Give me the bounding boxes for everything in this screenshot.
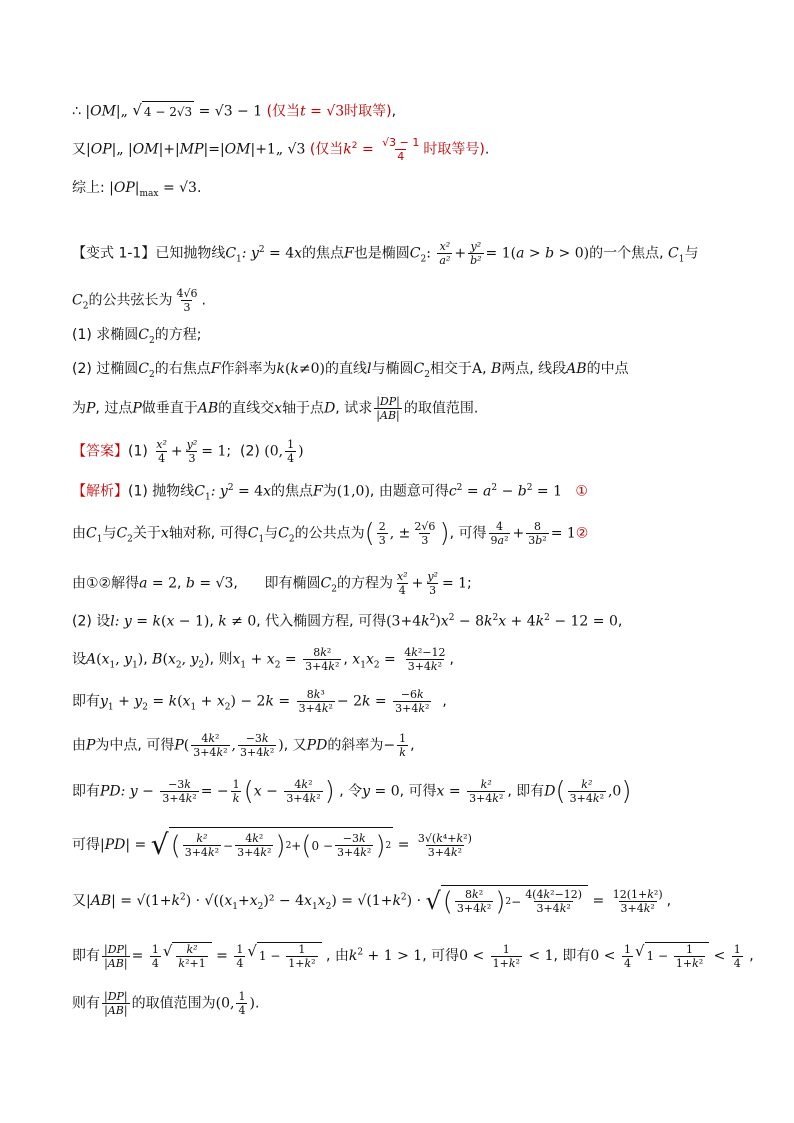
analysis-line-6: 即有$y_1 + y_2 = k(x_1 + x_2) - 2k$ = $\frac{\text{8k³}}{\text{3+4k²}}$ − 2k = $\frac{-6k}{\text{3+4k²}}$ ,	[72, 688, 447, 715]
analysis-line-4: (2) 设l: y = k(x − 1), k ≠ 0, 代入椭圆方程, 可得$(3+4k^2)x^2 - 8k^2x + 4k^2 - 12 = 0$,	[72, 613, 623, 630]
variant-question-part-1: (1) 求椭圆$C_2$的方程;	[72, 327, 202, 346]
analysis-line-8: 即有PD: y − $\frac{-3k}{\text{3+4k²}}$ = − $\frac{1}{k}$ (x − $\frac{\text{4k²}}{\text{3+4k²}}$ ) , 令y = 0, 可得x = $\frac{\text{k²}}{\text{3+4k²}}$ , 即有D( $\frac{\text{k²}}{\text{3+4k²}}$ ,0)	[72, 776, 632, 807]
answer-line: 【答案】(1) $\frac{\text{x²}}{4}$ + $\frac{\text{y²}}{3}$ = 1; (2) (0, $\frac{1}{4}$ )	[72, 438, 304, 465]
analysis-line-10: 又$|AB| = √(1+k^2) \cdot √((x_1+x_2)^2 - 4x_1x_2) = √(1+k^2)$ · √ ( $\frac{\text{8k²}}{\text{3+4k²}}$ ) 2 − $\frac{\text{4(4k²−12)}}{\text{3+4k²}}$ = $\frac{\text{12(1+k²)}}{\text{3+4k²}}$ ,	[72, 886, 672, 917]
analysis-line-9: 可得|PD| = √ ( $\frac{\text{k²}}{\text{3+4k²}}$ − $\frac{\text{4k²}}{\text{3+4k²}}$ ) 2 + ( 0 − $\frac{-3k}{\text{3+4k²}}$ ) 2 = $\frac{\text{3√(k⁴+k²)}}{\text{3+4k²}}$	[72, 828, 472, 861]
solution-line-1: ∴ |OM|„ √ 4 − 2√3 = √3 − 1 (仅当t = √3时取等),	[72, 101, 396, 122]
analysis-line-2: 由$C_1$与$C_2$关于x轴对称, 可得$C_1$与$C_2$的公共点为( $\frac{2}{3}$ , ± $\frac{2√6}{3}$ ), 可得 $\frac{4}{\text{9a²}}$ + $\frac{8}{\text{3b²}}$ = 1②	[72, 518, 589, 549]
variant-question-part-2-line-1: (2) 过椭圆$C_2$的右焦点F作斜率为k(k≠0)的直线l与椭圆$C_2$相交于A, B两点, 线段AB的中点	[72, 361, 629, 380]
solution-line-3: 综上: $|OP|_{max} = √3$.	[72, 180, 202, 199]
variant-question-line-2: $C_2$的公共弦长为 $\frac{4√6}{3}$ .	[72, 287, 206, 314]
analysis-line-1: 【解析】(1) 抛物线$C_1$: $y^2 = 4x$的焦点F为(1,0), 由题意可得$c^2 = a^2 - b^2 = 1$ ①	[72, 483, 588, 503]
analysis-line-7: 由P为中点, 可得P( $\frac{\text{4k²}}{\text{3+4k²}}$ , $\frac{-3k}{\text{3+4k²}}$ ), 又PD的斜率为− $\frac{1}{k}$ ,	[72, 732, 415, 759]
variant-question-part-2-line-2: 为P, 过点P做垂直于AB的直线交x轴于点D, 试求 $\frac{|DP|}{|AB|}$ 的取值范围.	[72, 395, 479, 422]
solution-line-2: 又|OP|„ |OM|+|MP|=|OM|+1„ √3 (仅当$k^2$ = $\frac{√3 - 1}{4}$ 时取等号).	[72, 136, 490, 164]
analysis-line-12: 则有 $\frac{|DP|}{|AB|}$ 的取值范围为(0, $\frac{1}{4}$ ).	[72, 990, 260, 1017]
analysis-line-11: 即有 $\frac{|DP|}{|AB|}$ = $\frac{1}{4}$ √ $\frac{\text{k²}}{\text{k²+1}}$ = $\frac{1}{4}$ √ 1 − $\frac{1}{\text{1+k²}}$ , 由$k^2 + 1 > 1$, 可得0 < $\frac{1}{\text{1+k²}}$ < 1, 即有0 < $\frac{1}{4}$ √ 1 − $\frac{1}{\text{1+k²}}$ < $\frac{1}{4}$ ,	[72, 942, 754, 970]
variant-question-line-1: 【变式 1-1】已知抛物线$C_1$: $y^2 = 4x$的焦点F也是椭圆$C_2$: $\frac{\text{x²}}{\text{a²}}$ + $\frac{\text{y²}}{\text{b²}}$ = 1(a > b > 0)的一个焦点, $C_1$与	[72, 240, 699, 268]
analysis-line-5: 设$A(x_1$, $y_1$), $B(x_2$, $y_2$), 则$x_1 + x_2$ = $\frac{\text{8k²}}{\text{3+4k²}}$ , $x_1x_2$ = $\frac{\text{4k²−12}}{\text{3+4k²}}$ ,	[72, 646, 454, 673]
analysis-line-3: 由①②解得a = 2, b = √3, 即有椭圆$C_2$的方程为 $\frac{\text{x²}}{4}$ + $\frac{\text{y²}}{3}$ = 1;	[72, 570, 472, 597]
